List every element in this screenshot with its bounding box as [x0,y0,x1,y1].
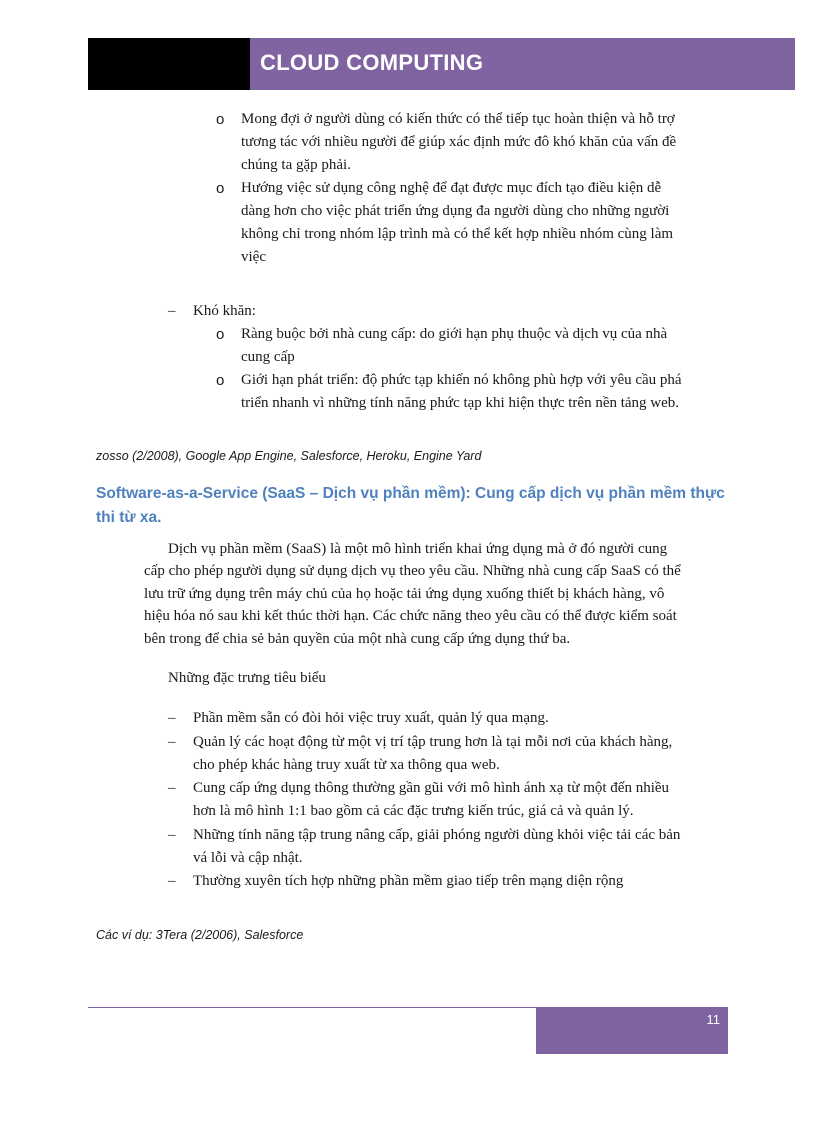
difficulty-sub-item-1-line-2: cung cấp [241,349,295,365]
sub-item-2-line-1: Hướng việc sử dụng công nghệ để đạt được mục đích tạo điều kiện dễ [241,180,662,196]
saas-heading-line-1: Software-as-a-Service (SaaS – Dịch vụ phần mềm): Cung cấp dịch vụ phần mềm thực [96,485,725,502]
sub-item-1-line-3: chúng ta gặp phải. [241,157,351,173]
feature-2-line-1: Quản lý các hoạt động từ một vị trí tập trung hơn là tại mỗi nơi của khách hàng, [193,734,673,750]
sub-item-2-line-3: không chỉ trong nhóm lập trình mà có thể kết hợp nhiều nhóm cùng làm [241,226,674,242]
header-purple-band [250,38,795,90]
feature-4-line-1: Những tính năng tập trung nâng cấp, giải phóng người dùng khỏi việc tải các bản [193,827,681,843]
circle-bullet-icon: o [216,180,225,197]
features-label: Những đặc trưng tiêu biểu [168,670,326,686]
footer-page-box [536,1008,728,1054]
difficulty-label: Khó khăn: [193,303,256,319]
difficulty-sub-item-2-line-1: Giới hạn phát triển: độ phức tạp khiến nó không phù hợp với yêu cầu phá [241,372,682,388]
feature-4-line-2: vá lỗi và cập nhật. [193,850,303,866]
circle-bullet-icon: o [216,372,225,389]
paas-examples: zosso (2/2008), Google App Engine, Salesforce, Heroku, Engine Yard [96,449,482,463]
difficulty-sub-item-1-line-1: Ràng buộc bởi nhà cung cấp: do giới hạn phụ thuộc và dịch vụ của nhà [241,326,668,342]
header-black-block [88,38,250,90]
sub-item-1-line-1: Mong đợi ở người dùng có kiến thức có thể tiếp tục hoàn thiện và hỗ trợ [241,111,675,127]
dash-bullet-icon: – [168,827,176,843]
saas-paragraph-line-1: Dịch vụ phần mềm (SaaS) là một mô hình triển khai ứng dụng mà ở đó người cung [168,541,668,557]
sub-item-2-line-4: việc [241,249,266,265]
saas-paragraph-line-5: bên trong để chia sẻ bản quyền của một nhà cung cấp ứng dụng thứ ba. [144,631,571,647]
circle-bullet-icon: o [216,111,225,128]
dash-bullet-icon: – [168,780,176,796]
sub-item-2-line-2: dàng hơn cho việc phát triển ứng dụng đa người dùng cho những người [241,203,670,219]
difficulty-sub-item-2-line-2: triển nhanh vì những tính năng phức tạp khi hiện thực trên nền tảng web. [241,395,680,411]
page-header [88,38,795,90]
dash-bullet-icon: – [168,303,176,319]
dash-bullet-icon: – [168,710,176,726]
feature-5-line-1: Thường xuyên tích hợp những phần mềm giao tiếp trên mạng diện rộng [193,873,624,889]
saas-examples: Các ví dụ: 3Tera (2/2006), Salesforce [96,928,304,942]
page-number: 11 [706,1012,720,1027]
dash-bullet-icon: – [168,873,176,889]
feature-3-line-1: Cung cấp ứng dụng thông thường gần gũi với mô hình ánh xạ từ một đến nhiều [193,780,670,796]
circle-bullet-icon: o [216,326,225,343]
feature-2-line-2: cho phép khác hàng truy xuất từ xa thông qua web. [193,757,500,773]
dash-bullet-icon: – [168,734,176,750]
sub-item-1-line-2: tương tác với nhiều người để giúp xác định mức đô khó khăn của vấn đề [241,134,677,150]
saas-paragraph-line-3: lưu trữ ứng dụng trên máy chủ của họ hoặc tải ứng dụng xuống thiết bị khách hàng, vô [144,586,665,602]
saas-paragraph-line-4: hiệu hóa nó sau khi kết thúc thời hạn. Các chức năng theo yêu cầu có thể được kiểm soát [144,608,677,624]
saas-heading-line-2: thi từ xa. [96,509,162,526]
saas-paragraph-line-2: cấp cho phép người dụng sử dụng dịch vụ theo yêu cầu. Những nhà cung cấp SaaS có thể [144,563,681,579]
header-title: CLOUD COMPUTING [260,50,484,75]
feature-1-line-1: Phần mềm sẵn có đòi hỏi việc truy xuất, quản lý qua mạng. [193,710,549,726]
feature-3-line-2: hơn là mô hình 1:1 bao gồm cả các đặc trưng kiến trúc, giá cả và quản lý. [193,803,634,819]
